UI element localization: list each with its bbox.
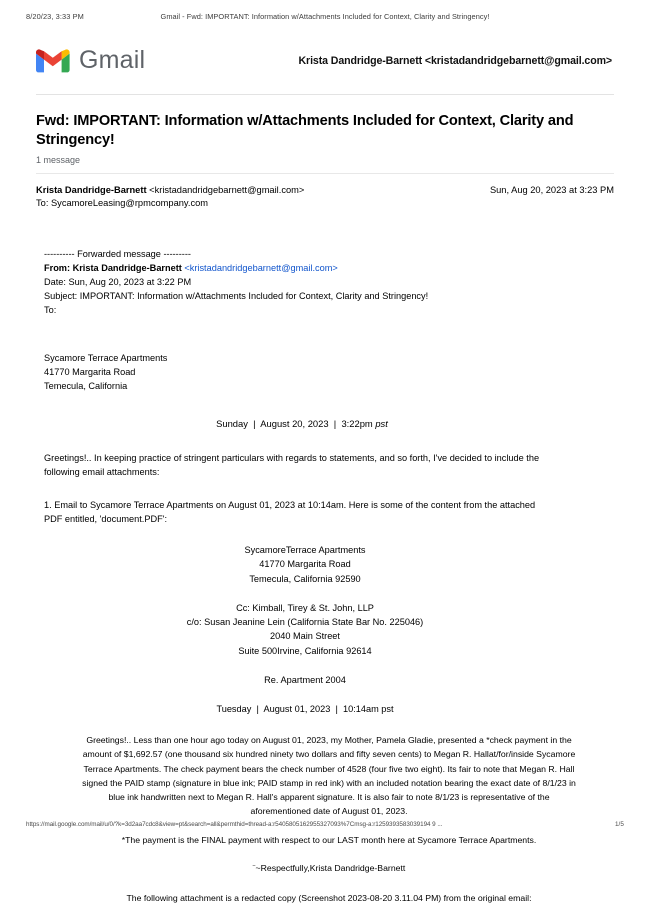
gmail-brand-row — [36, 32, 614, 84]
quoted-signoff: ¨~Respectfully,Krista Dandridge-Barnett — [252, 862, 406, 873]
greeting-paragraph: Greetings!.. In keeping practice of stringent particulars with regards to statements, and so forth, I've decided to include the following email attachments: — [44, 453, 540, 478]
quoted-re-line: Re. Apartment 2004 — [264, 674, 346, 685]
print-header-doc-title: Gmail - Fwd: IMPORTANT: Information w/Attachments Included for Context, Clarity and Stringency! — [160, 12, 490, 21]
outer-dateline — [36, 418, 614, 429]
quoted-cc-line-2: c/o: Susan Jeanine Lein (California State Bar No. 225046) — [186, 617, 424, 628]
outer-dateline-date: August 20, 2023 — [260, 418, 329, 430]
recipient-line: To: SycamoreLeasing@rpmcompany.com — [36, 198, 209, 208]
forwarded-date-line: Date: Sun, Aug 20, 2023 at 3:22 PM — [44, 277, 192, 288]
print-footer — [0, 821, 650, 833]
quoted-header-line-3: Temecula, California 92590 — [249, 573, 361, 584]
forwarded-from-name: Krista Dandridge-Barnett — [72, 263, 182, 274]
forwarded-from-address-link[interactable]: <kristadandridgebarnett@gmail.com> — [184, 263, 338, 274]
outer-dateline-day: Sunday — [216, 418, 248, 430]
sender-name: Krista Dandridge-Barnett — [36, 184, 147, 195]
forwarded-divider: ---------- Forwarded message --------- — [44, 249, 191, 260]
quoted-cc-line-4: Suite 500Irvine, California 92614 — [238, 645, 372, 656]
sender-address: <kristadandridgebarnett@gmail.com> — [149, 184, 305, 195]
address-line-1: Sycamore Terrace Apartments — [44, 353, 168, 364]
print-header — [0, 12, 650, 26]
quoted-letterhead-address — [36, 543, 574, 586]
quoted-cc-line-3: 2040 Main Street — [270, 631, 340, 642]
subject-divider — [36, 173, 614, 174]
quoted-dateline-date: August 01, 2023 — [263, 704, 331, 715]
quoted-main-paragraph: Greetings!.. Less than one hour ago today on August 01, 2023, my Mother, Pamela Gladie, presented a *check payment in the amount of $1,692.57 (one thousand six hundred ninety two dollars and fifty seven cents) to Megan R. Hallat/for/inside Sycamore Terrace Apartments. The check payment bears the check number of 4528 (four five two eight). Its fair to note that Megan R. Hall signed the PAID stamp (signature in blue ink; PAID stamp in red ink) with an included notation bearing the exact date of 8/1/23 in blue ink handwritten next to Megan R. Hall's apparent signature. It is also fair to note 8/1/23 is representative of the aforementioned date of August 01, 2023. — [82, 735, 576, 816]
gmail-brand — [36, 45, 146, 75]
outer-dateline-sep-2: | — [333, 418, 337, 430]
outer-dateline-sep-1: | — [253, 418, 256, 430]
print-header-timestamp: 8/20/23, 3:33 PM — [26, 12, 84, 21]
account-identity: Krista Dandridge-Barnett <kristadandridgebarnett@gmail.com> — [298, 55, 612, 67]
forwarded-from-line — [44, 262, 614, 276]
print-footer-url: https://mail.google.com/mail/u/0/?k=3d2aa7cdc8&view=pt&search=all&permthid=thread-a:r5405805162955327093%7Cmsg-a:r1259393583039194 9 ... — [26, 821, 443, 828]
message-count: 1 message — [36, 154, 81, 165]
quoted-dateline-sep-1: | — [256, 704, 259, 715]
quoted-dateline-time: 10:14am pst — [342, 704, 394, 715]
quoted-cc-block — [36, 601, 574, 658]
quoted-footnote: *The payment is the FINAL payment with respect to our LAST month here at Sycamore Terrace Apartments. — [121, 834, 537, 845]
print-footer-page-number: 1/5 — [614, 821, 624, 828]
forwarded-subject-line: Subject: IMPORTANT: Information w/Attachments Included for Context, Clarity and Stringency! — [44, 291, 429, 302]
outer-dateline-time: 3:22pm — [341, 418, 373, 430]
quoted-cc-line-1: Cc: Kimball, Tirey & St. John, LLP — [236, 602, 374, 613]
page-title: Fwd: IMPORTANT: Information w/Attachments Included for Context, Clarity and Stringency! — [36, 113, 574, 149]
message-date: Sun, Aug 20, 2023 at 3:23 PM — [489, 184, 614, 195]
forwarded-from-label: From: — [44, 263, 71, 274]
quoted-letterhead — [36, 543, 614, 716]
outer-dateline-timezone: pst — [375, 418, 388, 430]
quoted-header-line-2: 41770 Margarita Road — [259, 559, 351, 570]
gmail-m-logo-icon — [36, 48, 70, 74]
attachment-item-1-paragraph: 1. Email to Sycamore Terrace Apartments on August 01, 2023 at 10:14am. Here is some of the content from the attached PDF entitled, 'document.PDF': — [44, 499, 536, 524]
forwarded-message-header — [36, 248, 614, 318]
address-line-2: 41770 Margarita Road — [44, 367, 136, 378]
quoted-dateline — [36, 702, 574, 716]
header-divider — [36, 94, 614, 95]
forwarded-to-line: To: — [44, 305, 57, 316]
gmail-wordmark: Gmail — [79, 45, 146, 74]
quoted-dateline-sep-2: | — [335, 704, 338, 715]
quoted-dateline-day: Tuesday — [216, 704, 252, 715]
quoted-header-line-1: SycamoreTerrace Apartments — [244, 545, 366, 556]
message-header — [36, 184, 614, 210]
address-line-3: Temecula, California — [44, 381, 128, 392]
property-address-block — [36, 352, 614, 394]
quoted-attachment-note: The following attachment is a redacted copy (Screenshot 2023-08-20 3.11.04 PM) from the original email: — [126, 892, 532, 903]
